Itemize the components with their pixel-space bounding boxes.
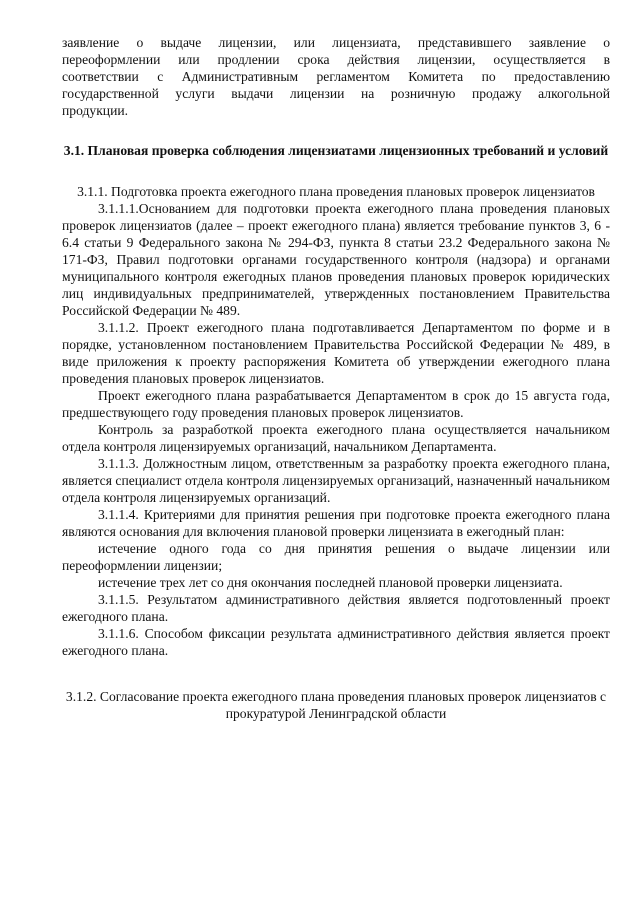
section-3-1-1-title: 3.1.1. Подготовка проекта ежегодного плана проведения плановых проверок лицензиатов [77,184,595,199]
paragraph-deadline: Проект ежегодного плана разрабатывается Департаментом в срок до 15 августа года, предшествующего году проведения плановых проверок лицензиатов. [62,388,610,420]
paragraph-3-1-1-2: 3.1.1.2. Проект ежегодного плана подготавливается Департаментом по форме и в порядке, установленном постановлением Правительства Российской Федерации № 489, в виде приложения к проекту распоряжения Комитета об утверждении ежегодного плана проведения плановых проверок лицензиатов. [62,320,610,386]
intro-line: государственной услуги выдачи лицензии на розничную продажу алкогольной [62,86,610,101]
paragraph-3-1-1-3: 3.1.1.3. Должностным лицом, ответственным за разработку проекта ежегодного плана, является специалист отдела контроля лицензируемых организаций, назначенный начальником отдела контроля лицензируемых организаций. [62,456,610,505]
criterion-three-years: истечение трех лет со дня окончания последней плановой проверки лицензиата. [98,575,563,590]
paragraph-3-1-1-5: 3.1.1.5. Результатом административного действия является подготовленный проект ежегодного плана. [62,592,610,624]
paragraph-control: Контроль за разработкой проекта ежегодного плана осуществляется начальником отдела контроля лицензируемых организаций, начальником Департамента. [62,422,610,454]
criterion-one-year: истечение одного года со дня принятия решения о выдаче лицензии или переоформлении лицензии; [62,541,610,573]
section-3-1-2-title: 3.1.2. Согласование проекта ежегодного плана проведения плановых проверок лицензиатов с прокуратурой Ленинградской области [65,689,607,721]
document-page [62,34,610,722]
section-3-1-title: 3.1. Плановая проверка соблюдения лицензиатами лицензионных требований и условий [63,143,609,158]
intro-line: продукции. [62,103,129,118]
intro-line: переоформлении или продлении срока действия лицензии, осуществляется в [62,52,610,67]
intro-line: заявление о выдаче лицензии, или лицензиата, представившего заявление о [62,35,610,50]
paragraph-3-1-1-6: 3.1.1.6. Способом фиксации результата административного действия является проект ежегодного плана. [62,626,610,658]
intro-line: соответствии с Административным регламентом Комитета по предоставлению [62,69,610,84]
paragraph-3-1-1-1: 3.1.1.1.Основанием для подготовки проекта ежегодного плана проведения плановых проверок лицензиатов (далее – проект ежегодного плана) является требование пунктов 3, 6 - 6.4 статьи 9 Федерального закона № 294-ФЗ, пункта 8 статьи 23.2 Федерального закона № 171-ФЗ, Правил подготовки органами государственного контроля (надзора) и органами муниципального контроля ежегодных планов проведения плановых проверок юридических лиц индивидуальных предпринимателей, утвержденных постановлением Правительства Российской Федерации № 489. [62,201,610,318]
paragraph-3-1-1-4: 3.1.1.4. Критериями для принятия решения при подготовке проекта ежегодного плана являются основания для включения плановой проверки лицензиата в ежегодный план: [62,507,610,539]
intro-paragraph [62,34,610,119]
